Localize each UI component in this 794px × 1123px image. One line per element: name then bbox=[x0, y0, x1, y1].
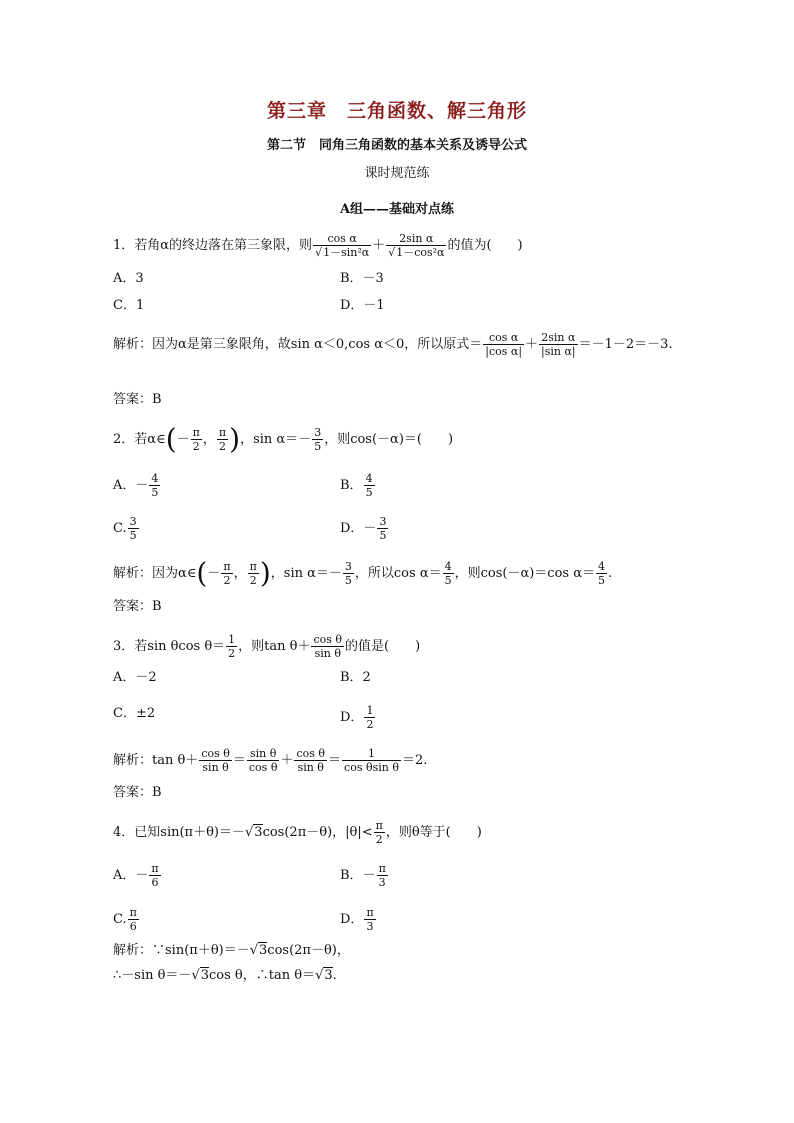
q3-option-c: C．±2 bbox=[113, 706, 156, 721]
q2-explanation: 解析：因为α∈(－ $\frac{\pi}{2}$ ， $\frac{\pi}{2}$ )，sin α＝－ $\frac{3}{5}$ ，所以cos α＝ $\frac{4}{5}$ ，则cos(－α)＝cos α＝ $\frac{4}{5}$ . bbox=[113, 556, 613, 590]
q1-frac2: $\frac{\text{2sin α}}{\text{√1－cos²α}}$ bbox=[388, 232, 445, 259]
q4-option-c: C. $\frac{\pi}{6}$ bbox=[113, 906, 137, 933]
q2-option-a: A．－ $\frac{4}{5}$ bbox=[113, 472, 159, 499]
q1-stem: 1．若角α的终边落在第三象限，则 $\frac{\text{cos α}}{\text{√1－sin²α}}$ ＋ $\frac{\text{2sin α}}{\text{√1－cos²α}}$ 的值为( ) bbox=[113, 232, 523, 259]
q3-explanation: 解析：tan θ＋ $\frac{\text{cos θ}}{\text{sin θ}}$ ＝ $\frac{\text{sin θ}}{\text{cos θ}}$ ＋ $\frac{\text{cos θ}}{\text{sin θ}}$ ＝ $\frac{1}{\text{cos θsin θ}}$ ＝2. bbox=[113, 747, 428, 774]
q1-option-a: A．3 bbox=[113, 271, 144, 286]
q3-stem: 3．若sin θcos θ＝ $\frac{1}{2}$ ，则tan θ＋ $\frac{\text{cos θ}}{\text{sin θ}}$ 的值是( ) bbox=[113, 633, 421, 660]
subtitle: 课时规范练 bbox=[364, 166, 430, 181]
q1-frac1: $\frac{\text{cos α}}{\text{√1－sin²α}}$ bbox=[315, 232, 370, 259]
q3-option-a: A．－2 bbox=[113, 670, 157, 685]
group-title: A组——基础对点练 bbox=[339, 202, 455, 217]
q4-explanation-2: ∴－sin θ＝－√3cos θ，∴tan θ＝√3. bbox=[113, 968, 337, 983]
q4-option-b: B．－ $\frac{\pi}{3}$ bbox=[340, 862, 386, 889]
q2-option-d: D．－ $\frac{3}{5}$ bbox=[340, 515, 387, 542]
q2-stem: 2．若α∈(－ $\frac{\pi}{2}$ ， $\frac{\pi}{2}$ )，sin α＝－ $\frac{3}{5}$ ，则cos(－α)＝( ) bbox=[113, 422, 454, 456]
q3-option-d: D． $\frac{1}{2}$ bbox=[340, 704, 374, 731]
q2-option-b: B． $\frac{4}{5}$ bbox=[340, 472, 373, 499]
q4-option-a: A．－ $\frac{\pi}{6}$ bbox=[113, 862, 159, 889]
q1-option-c: C．1 bbox=[113, 298, 145, 313]
q3-answer: 答案：B bbox=[113, 785, 162, 800]
q1-option-b: B．－3 bbox=[340, 271, 384, 286]
q1-option-d: D．－1 bbox=[340, 298, 385, 313]
q4-option-d: D． $\frac{\pi}{3}$ bbox=[340, 906, 374, 933]
q1-answer: 答案：B bbox=[113, 392, 162, 407]
q3-option-b: B．2 bbox=[340, 670, 371, 685]
chapter-title: 第三章 三角函数、解三角形 bbox=[266, 100, 527, 122]
q1-explanation: 解析：因为α是第三象限角，故sin α＜0,cos α＜0，所以原式＝ $\frac{\text{cos α}}{\text{|cos α|}}$ ＋ $\frac{\text{2sin α}}{\text{|sin α|}}$ ＝－1－2＝－3. bbox=[113, 331, 673, 358]
q4-explanation-1: 解析：∵sin(π＋θ)＝－√3cos(2π－θ)， bbox=[113, 943, 350, 958]
q4-stem: 4．已知sin(π＋θ)＝－√3cos(2π－θ)，|θ|< $\frac{\pi}{2}$ ，则θ等于( ) bbox=[113, 819, 482, 846]
q2-answer: 答案：B bbox=[113, 599, 162, 614]
section-title: 第二节 同角三角函数的基本关系及诱导公式 bbox=[266, 138, 527, 153]
q2-option-c: C. $\frac{3}{5}$ bbox=[113, 515, 137, 542]
